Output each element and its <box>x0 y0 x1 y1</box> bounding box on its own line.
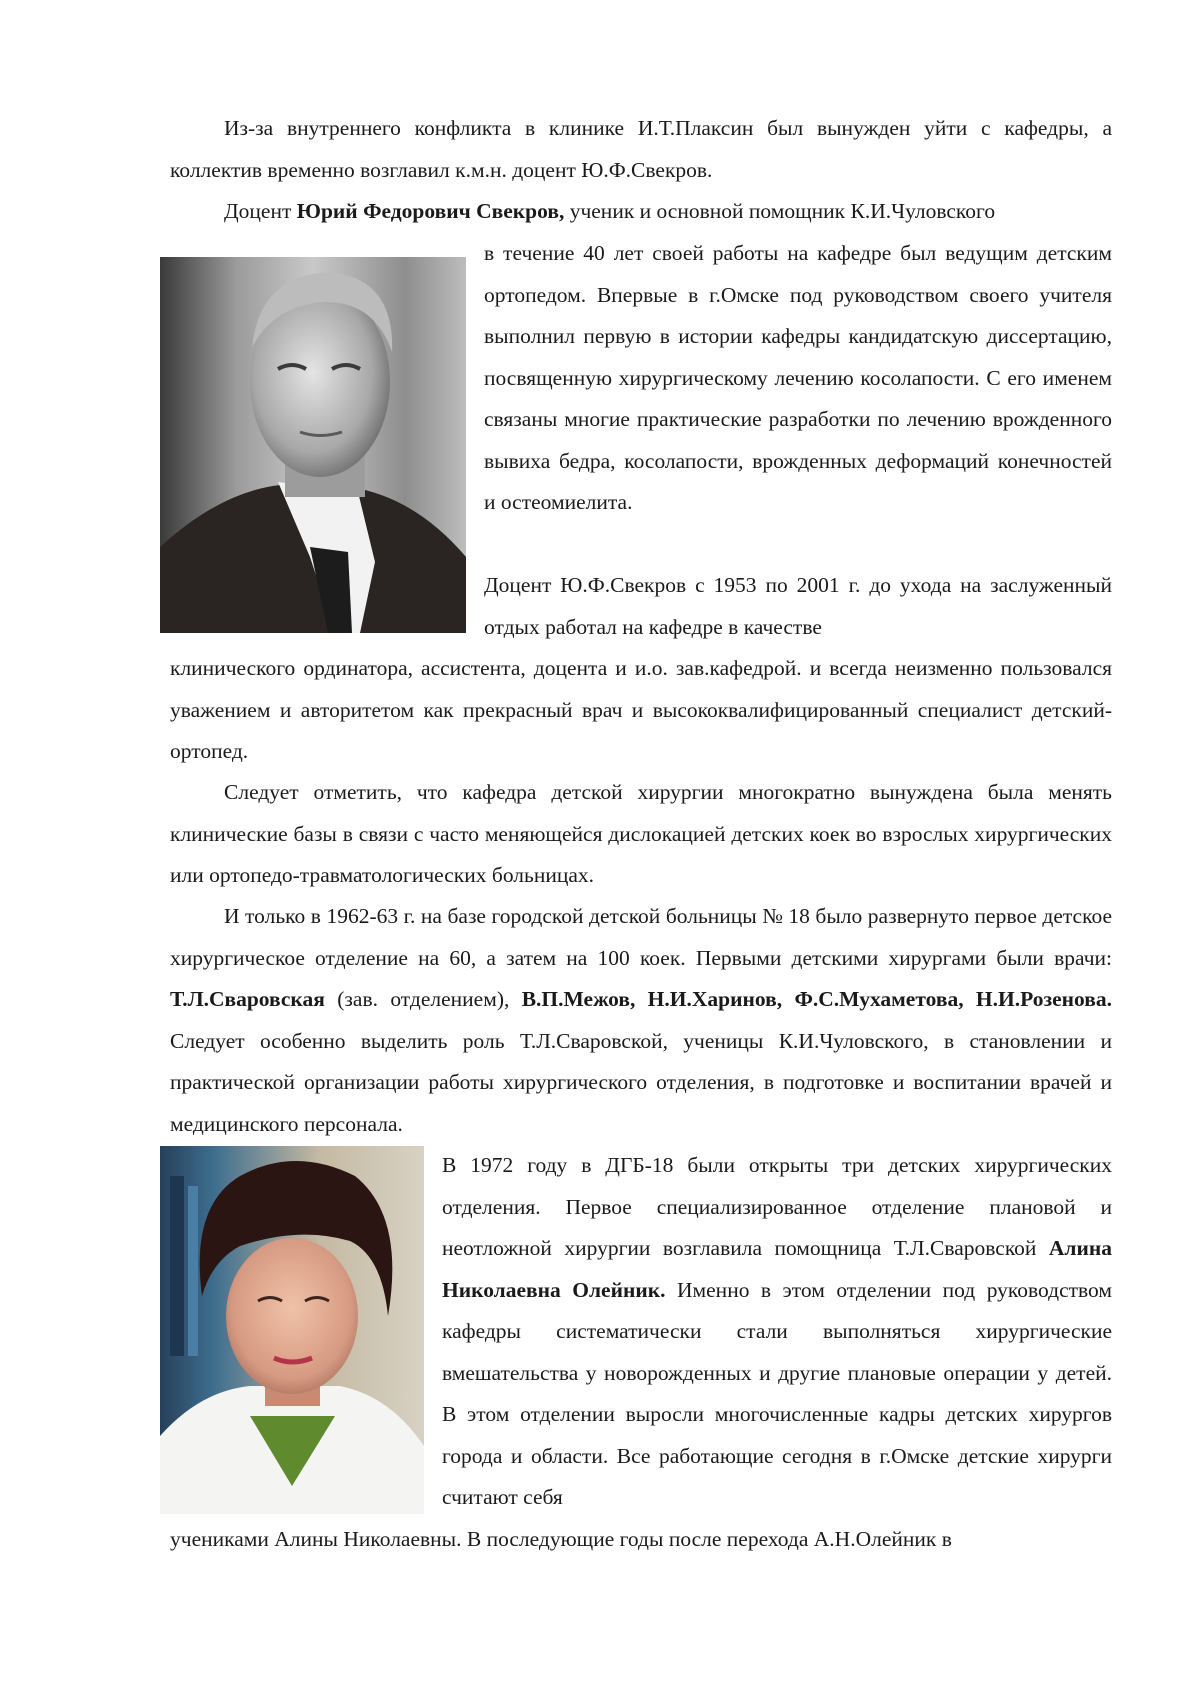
text-run: Доцент <box>224 199 297 223</box>
text-run: В 1972 году в ДГБ-18 были открыты три детских хирургических отделения. Первое специализированное отделение плановой и неотложной хирургии возглавила помощница Т.Л.Сваровской <box>442 1153 1112 1260</box>
person-name: Т.Л.Сваровская <box>170 987 325 1011</box>
text-run: Именно в этом отделении под руководством кафедры систематически стали выполняться хирургические вмешательства у новорожденных и другие плановые операции у детей. В этом отделении выросли многочисленные кадры детских хирургов города и области. Все работающие сегодня в г.Омске детские хирурги считают себя <box>442 1277 1112 1509</box>
paragraph <box>442 1145 1112 1519</box>
paragraph: учениками Алины Николаевны. В последующие годы после перехода А.Н.Олейник в <box>170 1527 952 1551</box>
paragraph: клинического ординатора, ассистента, доцента и и.о. зав.кафедрой. и всегда неизменно пользовался уважением и авторитетом как прекрасный врач и высококвалифицированный специалист детский-ортопед. <box>170 656 1112 763</box>
photo-oleynik <box>160 1146 424 1514</box>
paragraph: Из-за внутреннего конфликта в клинике И.Т.Плаксин был вынужден уйти с кафедры, а коллектив временно возглавил к.м.н. доцент Ю.Ф.Свекров. <box>170 116 1112 182</box>
text-run: И только в 1962-63 г. на базе городской детской больницы № 18 было развернуто первое детское хирургическое отделение на 60, а затем на 100 коек. Первыми детскими хирургами были врачи: <box>170 904 1112 970</box>
person-name: В.П.Межов, Н.И.Харинов, Ф.С.Мухаметова, Н.И.Розенова. <box>521 987 1112 1011</box>
paragraph: Следует отметить, что кафедра детской хирургии многократно вынуждена была менять клинические базы в связи с часто меняющейся дислокацией детских коек во взрослых хирургических или ортопедо-травматологических больницах. <box>170 780 1112 887</box>
photo-svekrov <box>160 257 466 633</box>
text-run: (зав. отделением), <box>324 987 522 1011</box>
paragraph: Доцент Ю.Ф.Свекров с 1953 по 2001 г. до ухода на заслуженный отдых работал на кафедре в качестве <box>484 573 1112 639</box>
paragraph <box>170 896 1112 1145</box>
paragraph <box>170 191 1112 233</box>
person-name: Юрий Федорович Свекров, <box>296 199 565 223</box>
paragraph: в течение 40 лет своей работы на кафедре был ведущим детским ортопедом. Впервые в г.Омске под руководством своего учителя выполнил первую в истории кафедры кандидатскую диссертацию, посвященную хирургическому лечению косолапости. С его именем связаны многие практические разработки по лечению врожденного вывиха бедра, косолапости, врожденных деформаций конечностей и остеомиелита. <box>484 241 1112 514</box>
portrait-photo-icon <box>160 257 466 633</box>
text-run: Следует особенно выделить роль Т.Л.Сваровской, ученицы К.И.Чуловского, в становлении и практической организации работы хирургического отделения, в подготовке и воспитании врачей и медицинского персонала. <box>170 1028 1112 1136</box>
text-run: ученик и основной помощник К.И.Чуловского <box>564 199 996 223</box>
person-name: Алина Николаевна Олейник. <box>442 1236 1112 1302</box>
portrait-photo-icon <box>160 1146 424 1514</box>
